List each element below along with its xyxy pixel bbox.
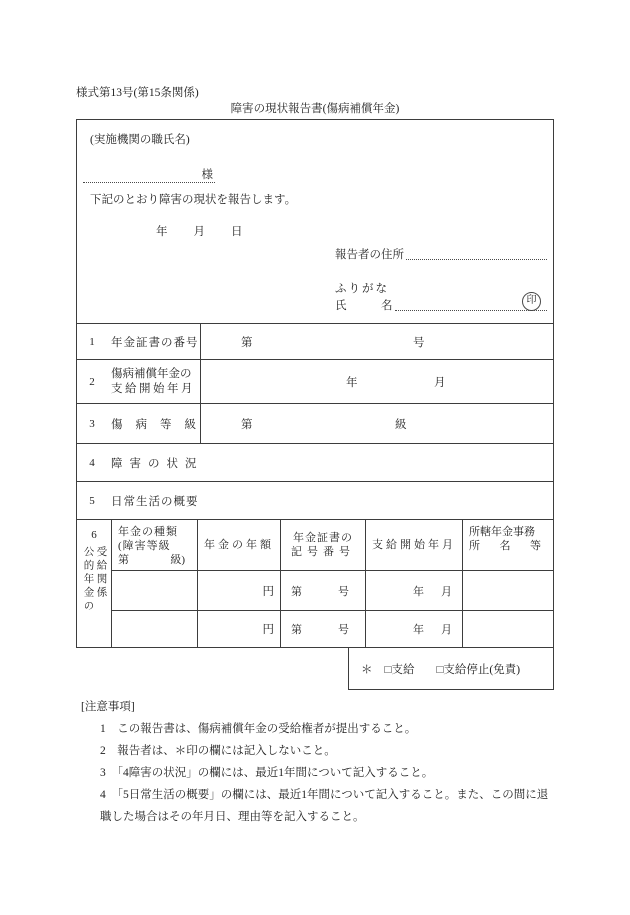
pay-option [385, 661, 415, 677]
row5-number: 5 [89, 494, 95, 507]
declaration-text: 下記のとおり障害の現状を報告します。 [90, 194, 297, 206]
section6-side-label [82, 546, 107, 614]
form-number: 様式第13号(第15条関係) [76, 87, 199, 99]
note-item-2: 2 報告者は、＊印の欄には記入しないこと。 [100, 745, 336, 757]
public-pension-table [112, 520, 553, 647]
col-header-pension-office [463, 520, 553, 571]
row4-label: 障害の状況 [111, 457, 204, 470]
row1-suffix: 号 [413, 336, 425, 349]
row2-label-line1: 傷病補償年金の [111, 367, 192, 380]
pension-cert-number-field[interactable] [201, 324, 553, 359]
pension-office-line2: 所 名 等 [469, 540, 541, 552]
row1-prefix: 第 [241, 336, 253, 349]
injury-grade-field[interactable] [201, 404, 553, 443]
row1-number: 1 [89, 335, 95, 348]
note-item-3: 3 「4障害の状況」の欄には、最近1年間について記入すること。 [100, 767, 434, 779]
section6-number: 6 [91, 529, 97, 541]
pension1-office-field[interactable] [463, 571, 553, 611]
row-injury-grade [77, 404, 553, 444]
note-item-1: 1 この報告書は、傷病補償年金の受給権者が提出すること。 [100, 723, 417, 735]
row2-label [111, 367, 195, 397]
reporter-address-row [335, 248, 547, 262]
official-use-box [348, 647, 554, 690]
row2-year: 年 [346, 376, 358, 389]
pension-type-line1: 年金の種類 [118, 526, 178, 538]
furigana-label: ふりがな [335, 283, 389, 295]
page-title: 障害の現状報告書(傷病補償年金) [230, 103, 400, 115]
row2-label-cell [77, 360, 201, 403]
pension1-unit: 円 [262, 585, 274, 598]
asterisk-mark: ＊ [361, 663, 373, 676]
row3-suffix: 級 [395, 418, 407, 431]
report-date-field[interactable]: 年 月 日 [156, 226, 244, 238]
row-disability-status[interactable] [77, 444, 553, 482]
pension-office-line1: 所轄年金事務 [469, 526, 535, 538]
suspend-option-label: 支給停止(免責) [443, 663, 521, 676]
row2-number: 2 [89, 375, 95, 388]
pension-type-line2: (障害等級 [118, 540, 171, 552]
row1-label-cell [77, 324, 201, 359]
row3-label: 傷病等級 [111, 418, 209, 431]
row-daily-life-summary[interactable] [77, 482, 553, 520]
col-header-certificate-number: 年金証書の 記号番号 [281, 520, 366, 571]
pension2-amount-field[interactable] [198, 611, 281, 647]
col-header-payment-start: 支給開始年月 [366, 520, 463, 571]
row3-label-cell [77, 404, 209, 443]
section6-side-label-right: 受給関係 [95, 546, 107, 600]
pension1-amount-field[interactable] [198, 571, 281, 611]
pension2-type-field[interactable] [112, 611, 198, 647]
suspend-checkbox[interactable]: □ [436, 663, 444, 676]
row-pension-certificate-number [77, 324, 553, 360]
row5-label: 日常生活の概要 [111, 495, 199, 508]
report-form-box [76, 119, 554, 648]
pension2-start-field[interactable]: 年 月 [366, 611, 463, 647]
agency-name-label: (実施機関の職氏名) [90, 134, 190, 146]
seal-mark-icon: 印 [522, 292, 541, 311]
row3-number: 3 [89, 417, 95, 430]
addressee-fill-line[interactable] [83, 164, 215, 183]
form-header-section [77, 120, 553, 324]
row1-label: 年金証書の番号 [111, 336, 199, 349]
pension2-unit: 円 [262, 624, 274, 636]
reporter-name-label: 氏 名 [335, 300, 393, 312]
reporter-address-fill-line[interactable] [406, 258, 547, 260]
pension2-cert-field[interactable]: 第 号 [281, 611, 366, 647]
section6-side-label-left: 公的年金の [82, 546, 94, 614]
row-public-pension-section [77, 520, 553, 647]
reporter-name-row [335, 299, 547, 313]
pension2-office-field[interactable] [463, 611, 553, 647]
pay-option-label: 支給 [391, 663, 415, 676]
col-header-annual-amount: 年金の年額 [198, 520, 281, 571]
pension-type-line3: 第 級) [118, 554, 185, 566]
row2-month: 月 [434, 376, 446, 389]
notes-section [81, 696, 551, 828]
row-payment-start-date [77, 360, 553, 404]
section6-side-cell [77, 520, 112, 647]
reporter-address-label: 報告者の住所 [335, 249, 404, 261]
suspend-option [436, 661, 520, 677]
pension1-cert-field[interactable]: 第 号 [281, 571, 366, 611]
pay-checkbox[interactable]: □ [384, 663, 392, 676]
row4-number: 4 [89, 456, 95, 469]
col-header-pension-type [112, 520, 198, 571]
reporter-name-fill-line[interactable] [395, 309, 548, 311]
row2-label-line2: 支給開始年月 [111, 382, 195, 395]
row3-prefix: 第 [241, 418, 253, 431]
addressee-suffix: 様 [201, 169, 213, 181]
payment-start-date-field[interactable] [201, 360, 553, 403]
note-item-4: 4 「5日常生活の概要」の欄には、最近1年間について記入すること。また、この間に退職した場合はその年月日、理由等を記入すること。 [100, 789, 549, 823]
notes-list [100, 718, 558, 828]
pension1-start-field[interactable]: 年 月 [366, 571, 463, 611]
pension1-type-field[interactable] [112, 571, 198, 611]
notes-heading: [注意事項] [81, 701, 135, 713]
